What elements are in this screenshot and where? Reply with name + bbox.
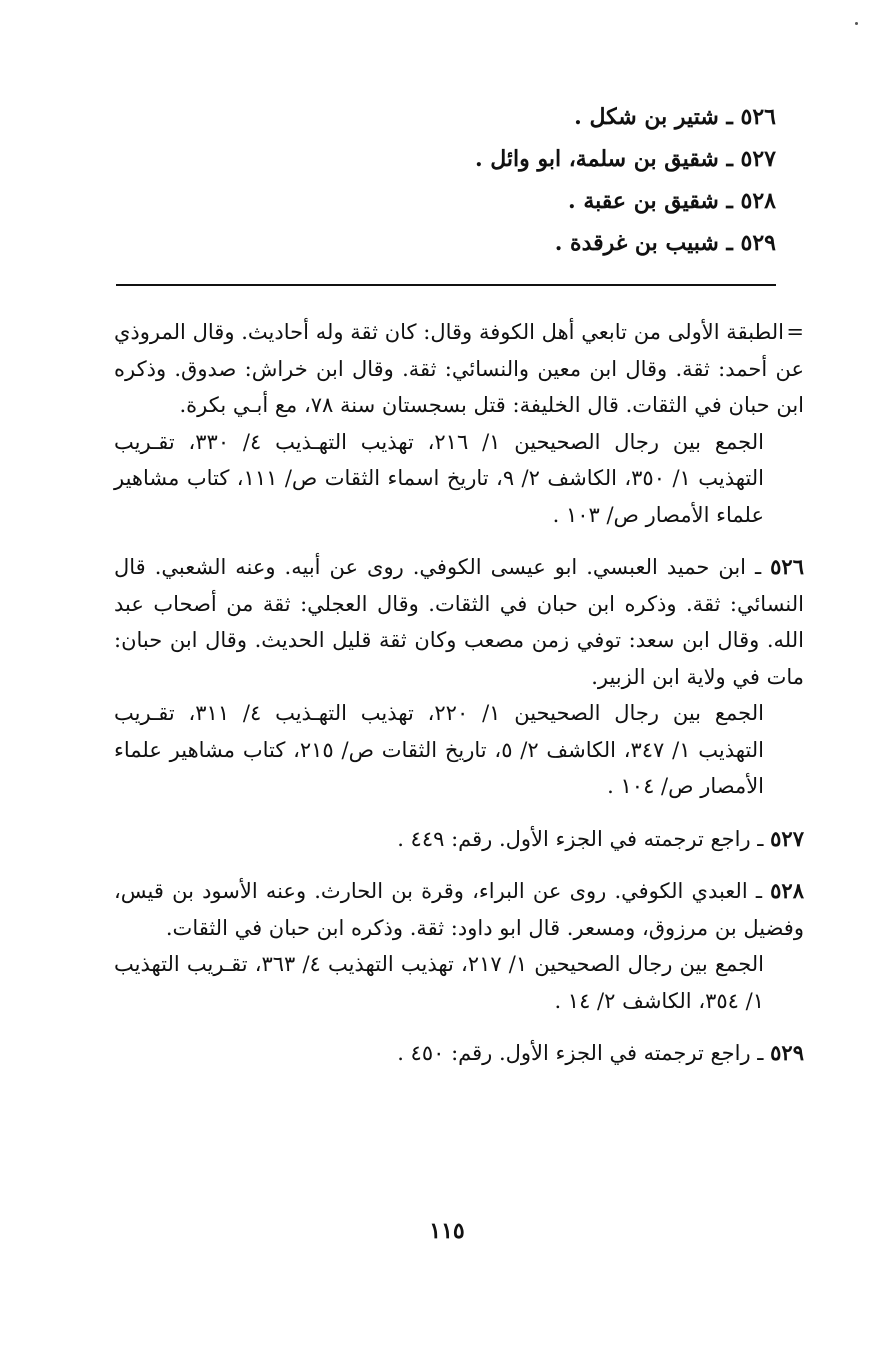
footnote-separator	[116, 284, 776, 286]
footnote-528-number: ٥٢٨	[770, 878, 804, 903]
footnote-526-number: ٥٢٦	[770, 554, 804, 579]
footnote-527-number: ٥٢٧	[770, 825, 804, 851]
entry-526: ٥٢٦ ـ شتير بن شكل .	[574, 104, 776, 130]
footnote-continued-refs: الجمع بين رجال الصحيحين ١/ ٢١٦، تهذيب التهـذيب ٤/ ٣٣٠، تقـريب التهذيب ١/ ٣٥٠، الكاشف ٢/ ٩، تاريخ اسماء الثقات ص/ ١١١، كتاب مشاهير علماء الأمصار ص/ ١٠٣ .	[114, 429, 764, 527]
entry-528: ٥٢٨ ـ شقيق بن عقبة .	[568, 188, 776, 214]
footnote-529-number: ٥٢٩	[770, 1040, 804, 1065]
footnote-continued-bio	[114, 314, 804, 424]
footnote-526	[114, 549, 804, 805]
entry-529: ٥٢٩ ـ شبيب بن غرقدة .	[554, 230, 776, 256]
footnote-527-text	[114, 821, 804, 858]
footnote-526-bio	[114, 549, 804, 695]
scan-speck	[855, 22, 858, 25]
page-number: ١١٥	[429, 1218, 465, 1244]
continuation-marker: =	[786, 320, 804, 344]
footnote-529-body: ـ راجع ترجمته في الجزء الأول. رقم: ٤٥٠ .	[397, 1041, 764, 1065]
footnotes	[114, 314, 804, 1088]
footnote-continued-bio-text: الطبقة الأولى من تابعي أهل الكوفة وقال: كان ثقة وله أحاديث. وقال المروذي عن أحمد: ثقة. وقال ابن معين والنسائي: ثقة. وقال ابن خراش: صدوق. وذكره ابن حبان في الثقات. قال الخليفة: قتل بسجستان سنة ٧٨، مع أبـي بكرة.	[114, 320, 804, 417]
footnote-526-bio-text: ـ ابن حميد العبسي. ابو عيسى الكوفي. روى عن أبيه. وعنه الشعبي. قال النسائي: ثقة. وذكره ابن حبان في الثقات. وقال العجلي: ثقة من أصحاب عبد الله. وقال ابن سعد: توفي زمن مصعب وكان ثقة قليل الحديث. وقال ابن حبان: مات في ولاية ابن الزبير.	[114, 555, 804, 689]
entry-list	[126, 96, 776, 264]
entry-527: ٥٢٧ ـ شقيق بن سلمة، ابو وائل .	[474, 146, 776, 172]
footnote-527-body: ـ راجع ترجمته في الجزء الأول. رقم: ٤٤٩ .	[397, 826, 764, 851]
footnote-continued	[114, 314, 804, 533]
footnote-527	[114, 821, 804, 858]
footnote-528	[114, 873, 804, 1019]
footnote-528-bio	[114, 873, 804, 946]
footnote-528-refs: الجمع بين رجال الصحيحين ١/ ٢١٧، تهذيب التهذيب ٤/ ٣٦٣، تقـريب التهذيب ١/ ٣٥٤، الكاشف ٢/ ١٤ .	[114, 952, 764, 1013]
footnote-526-refs: الجمع بين رجال الصحيحين ١/ ٢٢٠، تهذيب التهـذيب ٤/ ٣١١، تقـريب التهذيب ١/ ٣٤٧، الكاشف ٢/ ٥، تاريخ الثقات ص/ ٢١٥، كتاب مشاهير علماء الأمصار ص/ ١٠٤ .	[114, 701, 764, 798]
footnote-529-text	[114, 1035, 804, 1072]
footnote-529	[114, 1035, 804, 1072]
footnote-528-bio-text: ـ العبدي الكوفي. روى عن البراء، وقرة بن الحارث. وعنه الأسود بن قيس، وفضيل بن مرزوق، ومسعر. قال ابو داود: ثقة. وذكره ابن حبان في الثقات.	[114, 879, 804, 940]
